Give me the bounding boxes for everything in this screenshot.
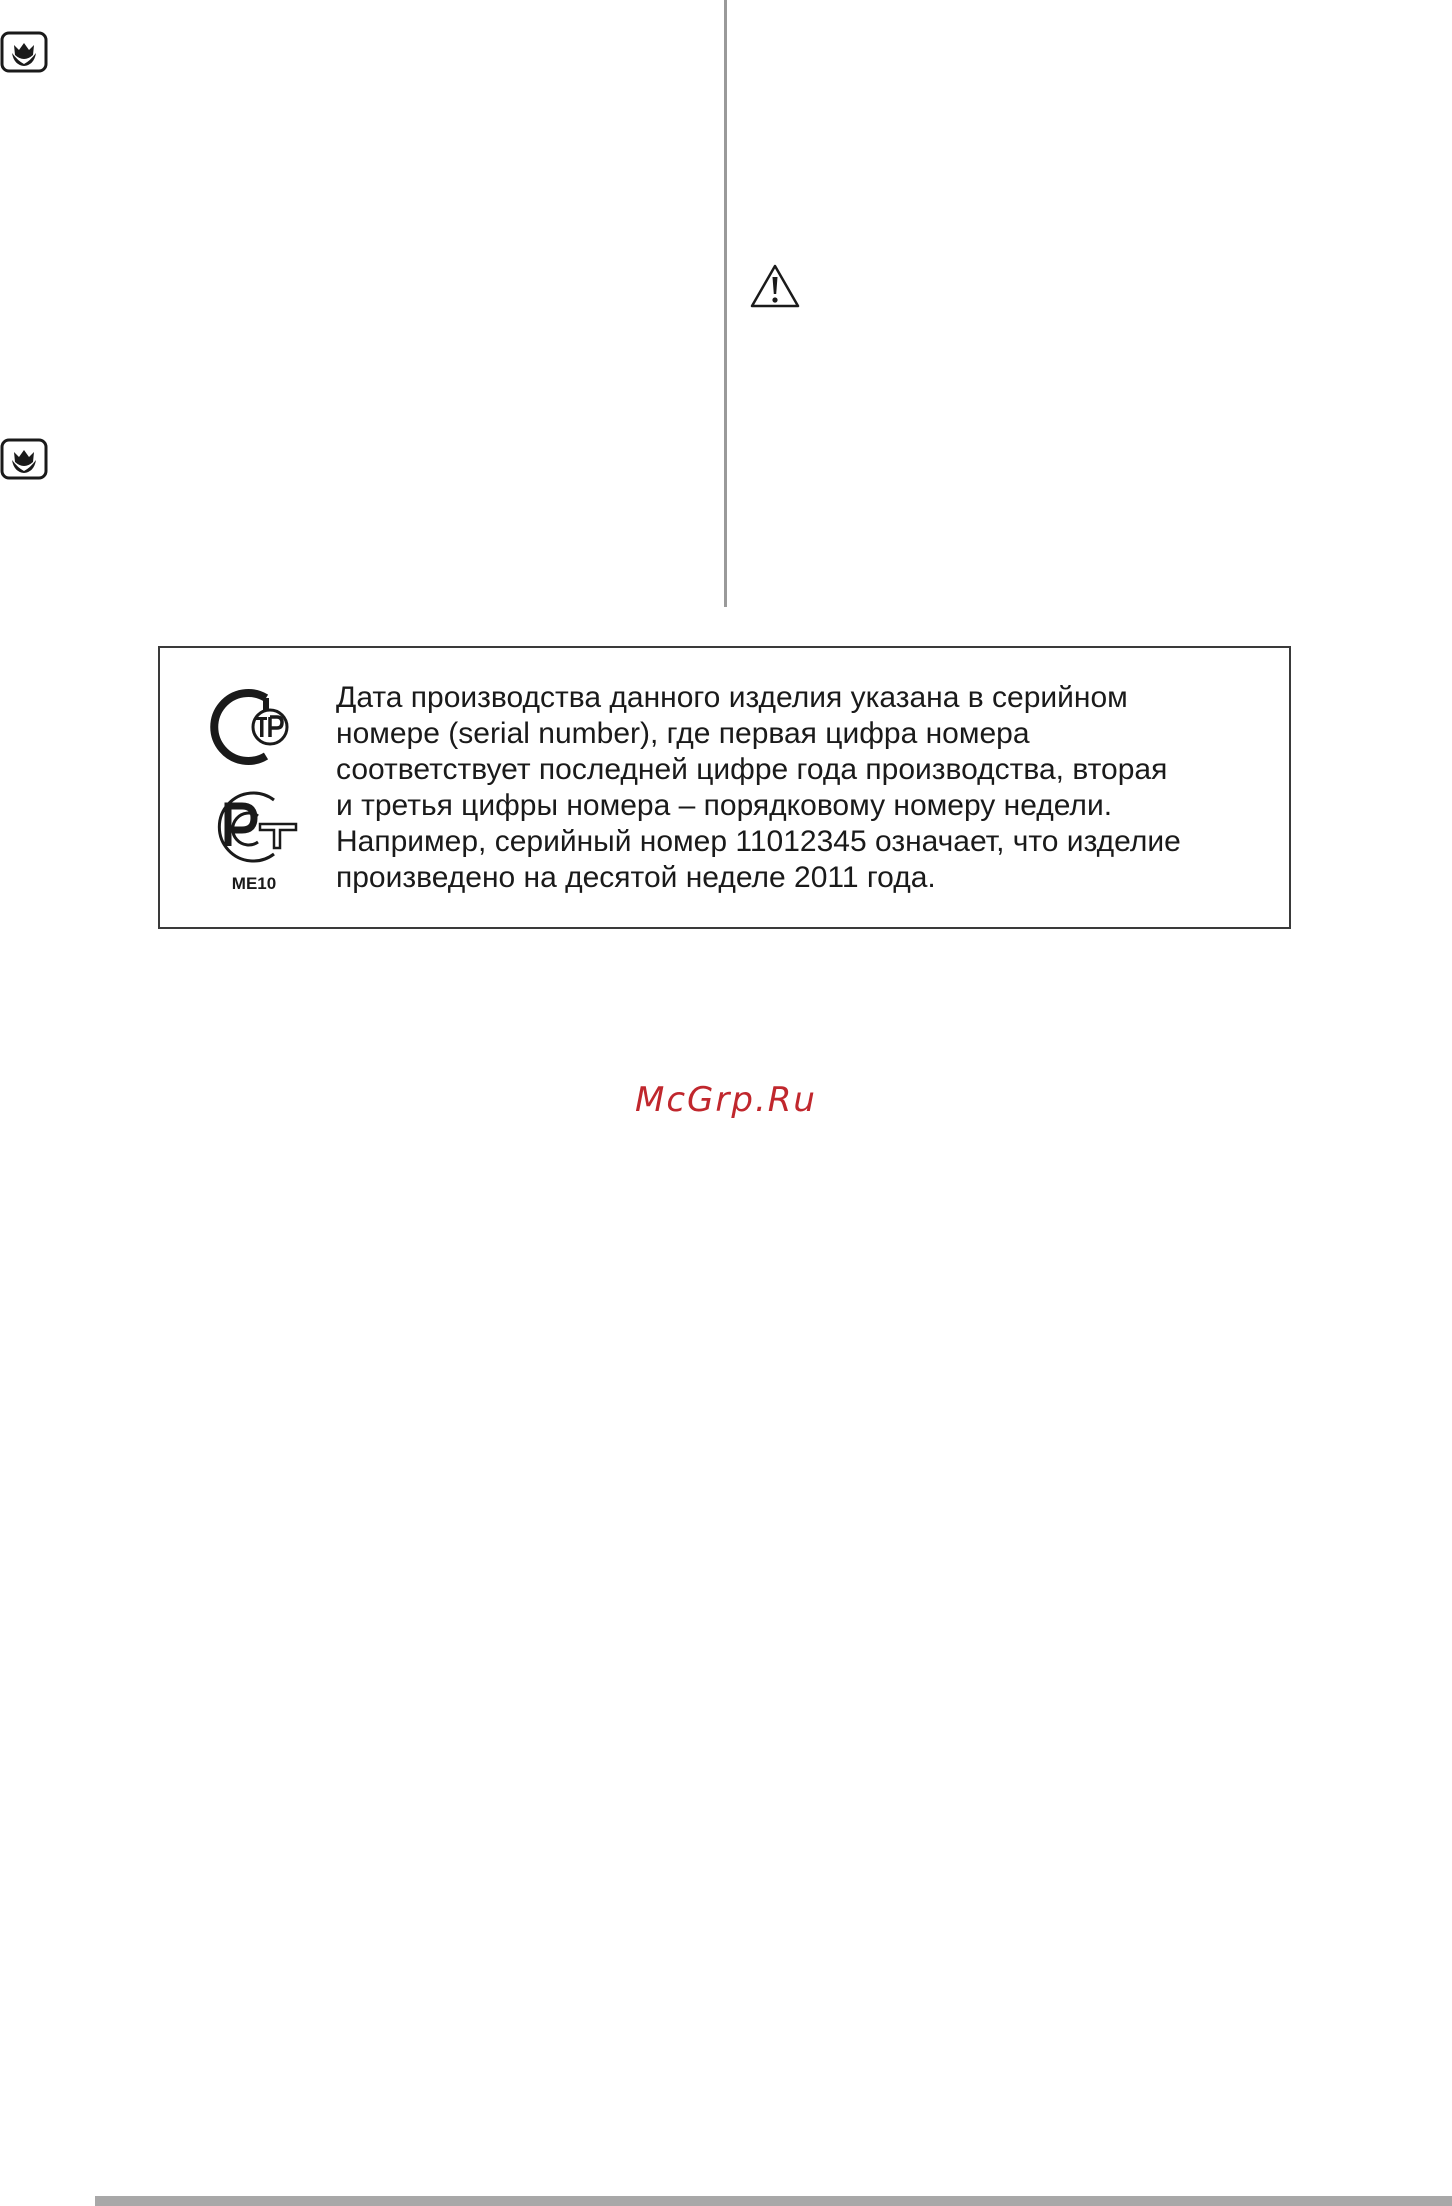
eco-environment-icon [0, 438, 48, 480]
eac-tr-certification-mark [204, 684, 304, 770]
warning-triangle-icon [749, 262, 801, 310]
column-divider [724, 0, 727, 607]
info-line: произведено на десятой неделе 2011 года. [336, 861, 936, 894]
serial-number-info-box [158, 646, 1291, 929]
info-line: Дата производства данного изделия указана в серийном [336, 681, 1128, 714]
info-line: и третья цифры номера – порядковому номеру недели. [336, 789, 1113, 822]
info-line: Например, серийный номер 11012345 означает, что изделие [336, 825, 1181, 858]
serial-number-explanation [336, 680, 1266, 896]
eco-environment-icon [0, 31, 48, 73]
gost-r-pct-certification-mark [204, 786, 304, 868]
footer-bar [95, 2196, 1452, 2206]
watermark-text: McGrp.Ru [635, 1080, 817, 1120]
info-line: соответствует последней цифре года производства, вторая [336, 753, 1168, 786]
info-line: номере (serial number), где первая цифра номера [336, 717, 1030, 750]
certification-code: ME10 [231, 874, 277, 893]
